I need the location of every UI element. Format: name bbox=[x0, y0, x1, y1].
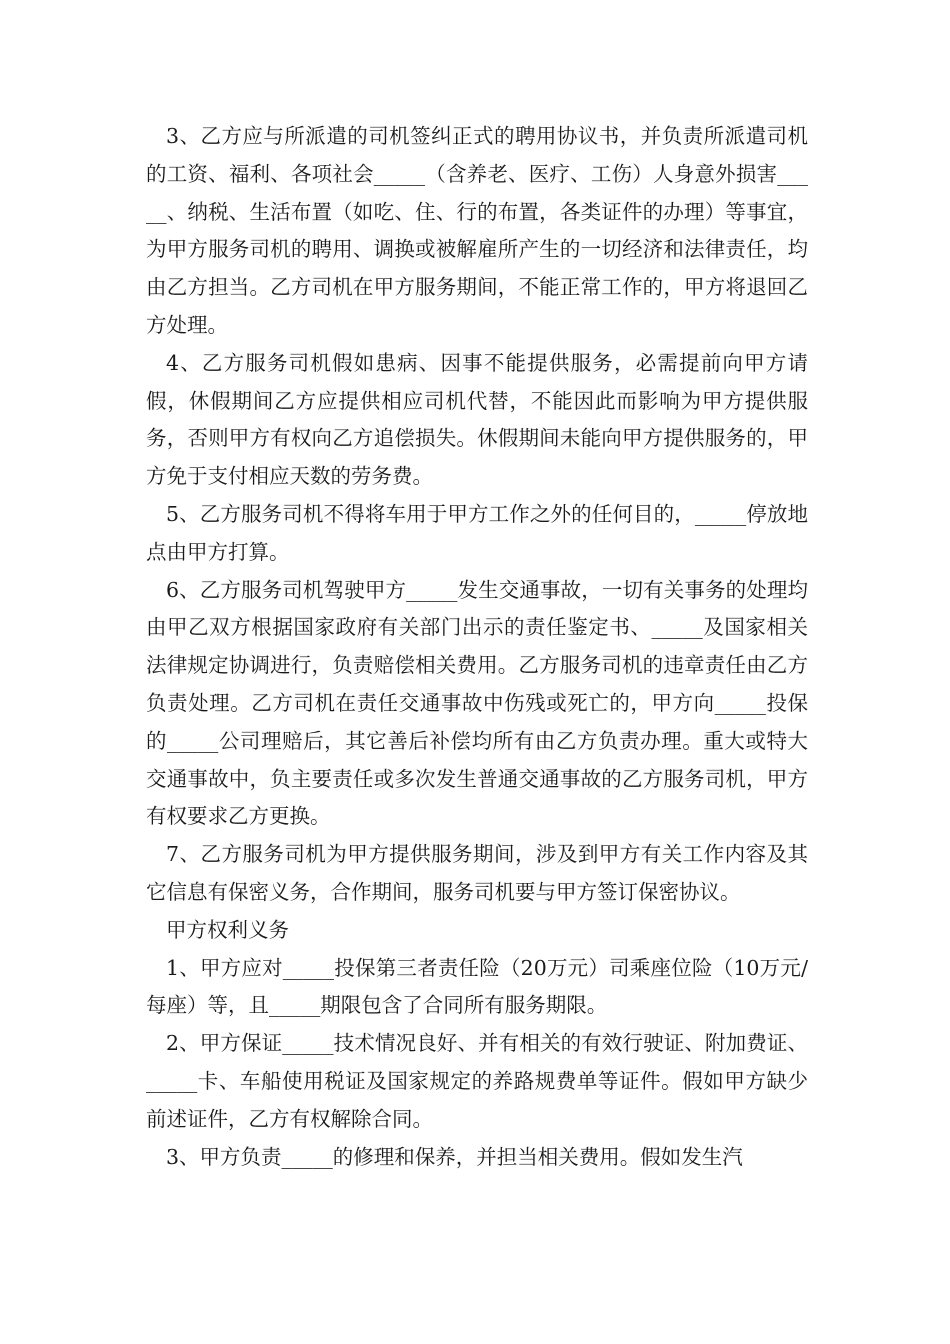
paragraph-clause-6-party-b: 6、乙方服务司机驾驶甲方_____发生交通事故，一切有关事务的处理均由甲乙双方根据国家政府有关部门出示的责任鉴定书、_____及国家相关法律规定协调进行，负责赔偿相关费用。乙方服务司机的违章责任由乙方负责处理。乙方司机在责任交通事故中伤残或死亡的，甲方向_____投保的_____公司理赔后，其它善后补偿均所有由乙方负责办理。重大或特大交通事故中，负主要责任或多次发生普通交通事故的乙方服务司机，甲方有权要求乙方更换。 bbox=[146, 577, 808, 829]
paragraph-clause-5-party-b: 5、乙方服务司机不得将车用于甲方工作之外的任何目的，_____停放地点由甲方打算。 bbox=[146, 501, 808, 564]
paragraph-clause-7-party-b: 7、乙方服务司机为甲方提供服务期间，涉及到甲方有关工作内容及其它信息有保密义务，合作期间，服务司机要与甲方签订保密协议。 bbox=[146, 842, 808, 904]
document-body bbox=[146, 118, 808, 1176]
paragraph-clause-3-party-b: 3、乙方应与所派遣的司机签纠正式的聘用协议书，并负责所派遣司机的工资、福利、各项社会_____（含养老、医疗、工伤）人身意外损害_____、纳税、生活布置（如吃、住、行的布置，各类证件的办理）等事宜，为甲方服务司机的聘用、调换或被解雇所产生的一切经济和法律责任，均由乙方担当。乙方司机在甲方服务期间，不能正常工作的，甲方将退回乙方处理。 bbox=[146, 124, 808, 337]
section-heading-party-a-rights: 甲方权利义务 bbox=[166, 917, 289, 942]
paragraph-clause-2-party-a: 2、甲方保证_____技术情况良好、并有相关的有效行驶证、附加费证、_____卡、车船使用税证及国家规定的养路规费单等证件。假如甲方缺少前述证件，乙方有权解除合同。 bbox=[146, 1031, 808, 1131]
paragraph-clause-1-party-a: 1、甲方应对_____投保第三者责任险（20万元）司乘座位险（10万元/每座）等，且_____期限包含了合同所有服务期限。 bbox=[146, 955, 808, 1018]
paragraph-clause-3-party-a: 3、甲方负责_____的修理和保养，并担当相关费用。假如发生汽 bbox=[166, 1144, 743, 1169]
paragraph-clause-4-party-b: 4、乙方服务司机假如患病、因事不能提供服务，必需提前向甲方请假，休假期间乙方应提供相应司机代替，不能因此而影响为甲方提供服务，否则甲方有权向乙方追偿损失。休假期间未能向甲方提供服务的，甲方免于支付相应天数的劳务费。 bbox=[146, 350, 808, 489]
